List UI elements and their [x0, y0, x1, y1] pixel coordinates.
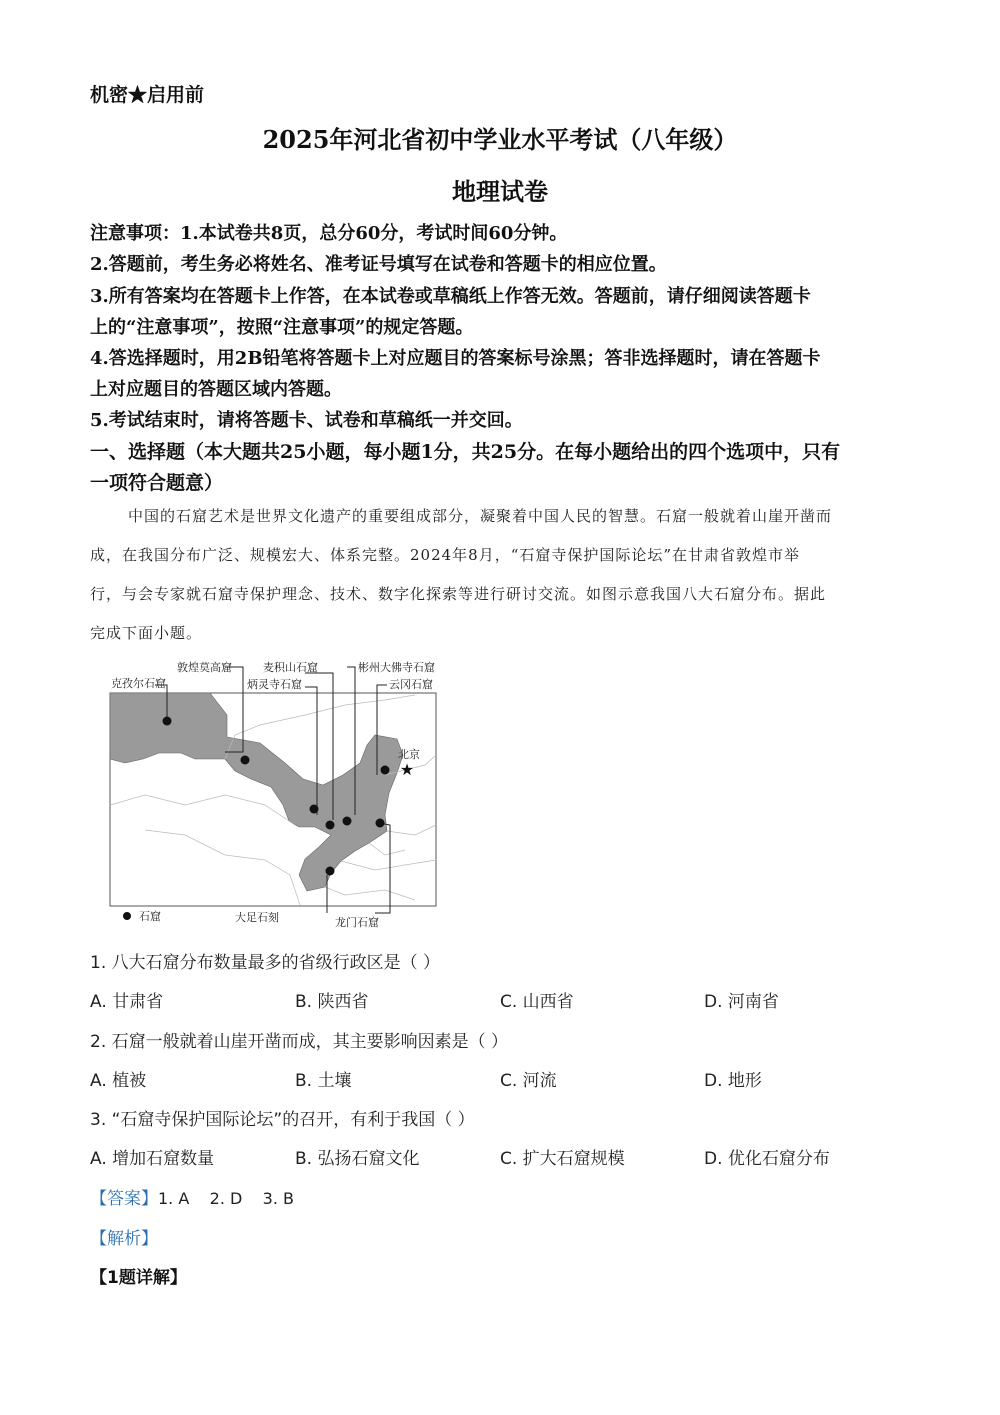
note-line: 注意事项：1.本试卷共8页，总分60分，考试时间60分钟。: [90, 223, 568, 244]
option-d[interactable]: D. 地形: [704, 1071, 762, 1091]
note-line: 2.答题前，考生务必将姓名、准考证号填写在试卷和答题卡的相应位置。: [90, 254, 667, 275]
label-dunhuang: 敦煌莫高窟: [177, 661, 232, 674]
label-binzhou: 彬州大佛寺石窟: [358, 661, 435, 674]
question-stem: 2. 石窟一般就着山崖开凿而成，其主要影响因素是（ ）: [90, 1032, 509, 1052]
exam-title: 2025年河北省初中学业水平考试（八年级）: [262, 125, 738, 154]
option-b[interactable]: B. 陕西省: [295, 992, 369, 1012]
analysis-label: 【解析】: [90, 1229, 158, 1249]
option-c[interactable]: C. 河流: [500, 1071, 557, 1091]
section-heading: 一、选择题（本大题共25小题，每小题1分，共25分。在每小题给出的四个选项中，只有: [90, 441, 841, 463]
passage-line: 完成下面小题。: [90, 624, 203, 642]
option-a[interactable]: A. 增加石窟数量: [90, 1149, 215, 1169]
dot-maiji: [326, 821, 335, 830]
section-heading-cont: 一项符合题意）: [90, 472, 224, 494]
dot-yungang: [381, 766, 390, 775]
label-maiji: 麦积山石窟: [263, 661, 318, 674]
note-line: 上对应题目的答题区域内答题。: [90, 379, 342, 400]
dot-dazu: [326, 867, 335, 876]
option-b[interactable]: B. 弘扬石窟文化: [295, 1149, 420, 1169]
passage-line: 行，与会专家就石窟寺保护理念、技术、数字化探索等进行研讨交流。如图示意我国八大石窟分布。据此: [90, 585, 827, 603]
answer-values: 1. A 2. D 3. B: [158, 1189, 294, 1208]
label-dazu: 大足石刻: [235, 911, 279, 924]
note-line: 上的“注意事项”，按照“注意事项”的规定答题。: [90, 317, 474, 338]
label-beijing: 北京: [398, 748, 420, 761]
note-line: 5.考试结束时，请将答题卡、试卷和草稿纸一并交回。: [90, 410, 523, 431]
option-d[interactable]: D. 河南省: [704, 992, 779, 1012]
label-kezier: 克孜尔石窟: [111, 677, 166, 690]
dot-longmen: [376, 819, 385, 828]
legend-dot: [123, 912, 131, 920]
grotto-map: [85, 655, 455, 935]
exam-subtitle: 地理试卷: [452, 177, 548, 206]
question-stem: 1. 八大石窟分布数量最多的省级行政区是（ ）: [90, 953, 441, 973]
label-bingling: 炳灵寺石窟: [247, 678, 302, 691]
dot-binzhou: [343, 817, 352, 826]
question-stem: 3. “石窟寺保护国际论坛”的召开，有利于我国（ ）: [90, 1110, 475, 1130]
star-icon: ★: [399, 760, 415, 779]
dot-bingling: [310, 805, 319, 814]
answer-row: [90, 1184, 294, 1209]
dot-dunhuang: [241, 756, 250, 765]
note-line: 4.答选择题时，用2B铅笔将答题卡上对应题目的答案标号涂黑；答非选择题时，请在答题卡: [90, 348, 821, 369]
option-b[interactable]: B. 土壤: [295, 1071, 352, 1091]
detail-label: 【1题详解】: [90, 1268, 187, 1288]
legend-label: 石窟: [139, 910, 161, 923]
note-line: 3.所有答案均在答题卡上作答，在本试卷或草稿纸上作答无效。答题前，请仔细阅读答题卡: [90, 286, 811, 307]
label-longmen: 龙门石窟: [335, 916, 379, 929]
answer-label: 【答案】: [90, 1189, 158, 1209]
label-yungang: 云冈石窟: [389, 678, 433, 691]
confidential-mark: 机密★启用前: [90, 84, 205, 106]
passage-line: 中国的石窟艺术是世界文化遗产的重要组成部分，凝聚着中国人民的智慧。石窟一般就着山崖开凿而: [128, 507, 833, 525]
option-c[interactable]: C. 扩大石窟规模: [500, 1149, 625, 1169]
passage-line: 成，在我国分布广泛、规模宏大、体系完整。2024年8月，“石窟寺保护国际论坛”在甘肃省敦煌市举: [90, 546, 801, 564]
option-c[interactable]: C. 山西省: [500, 992, 574, 1012]
option-d[interactable]: D. 优化石窟分布: [704, 1149, 830, 1169]
option-a[interactable]: A. 植被: [90, 1071, 147, 1091]
dot-kezier: [163, 717, 172, 726]
option-a[interactable]: A. 甘肃省: [90, 992, 164, 1012]
